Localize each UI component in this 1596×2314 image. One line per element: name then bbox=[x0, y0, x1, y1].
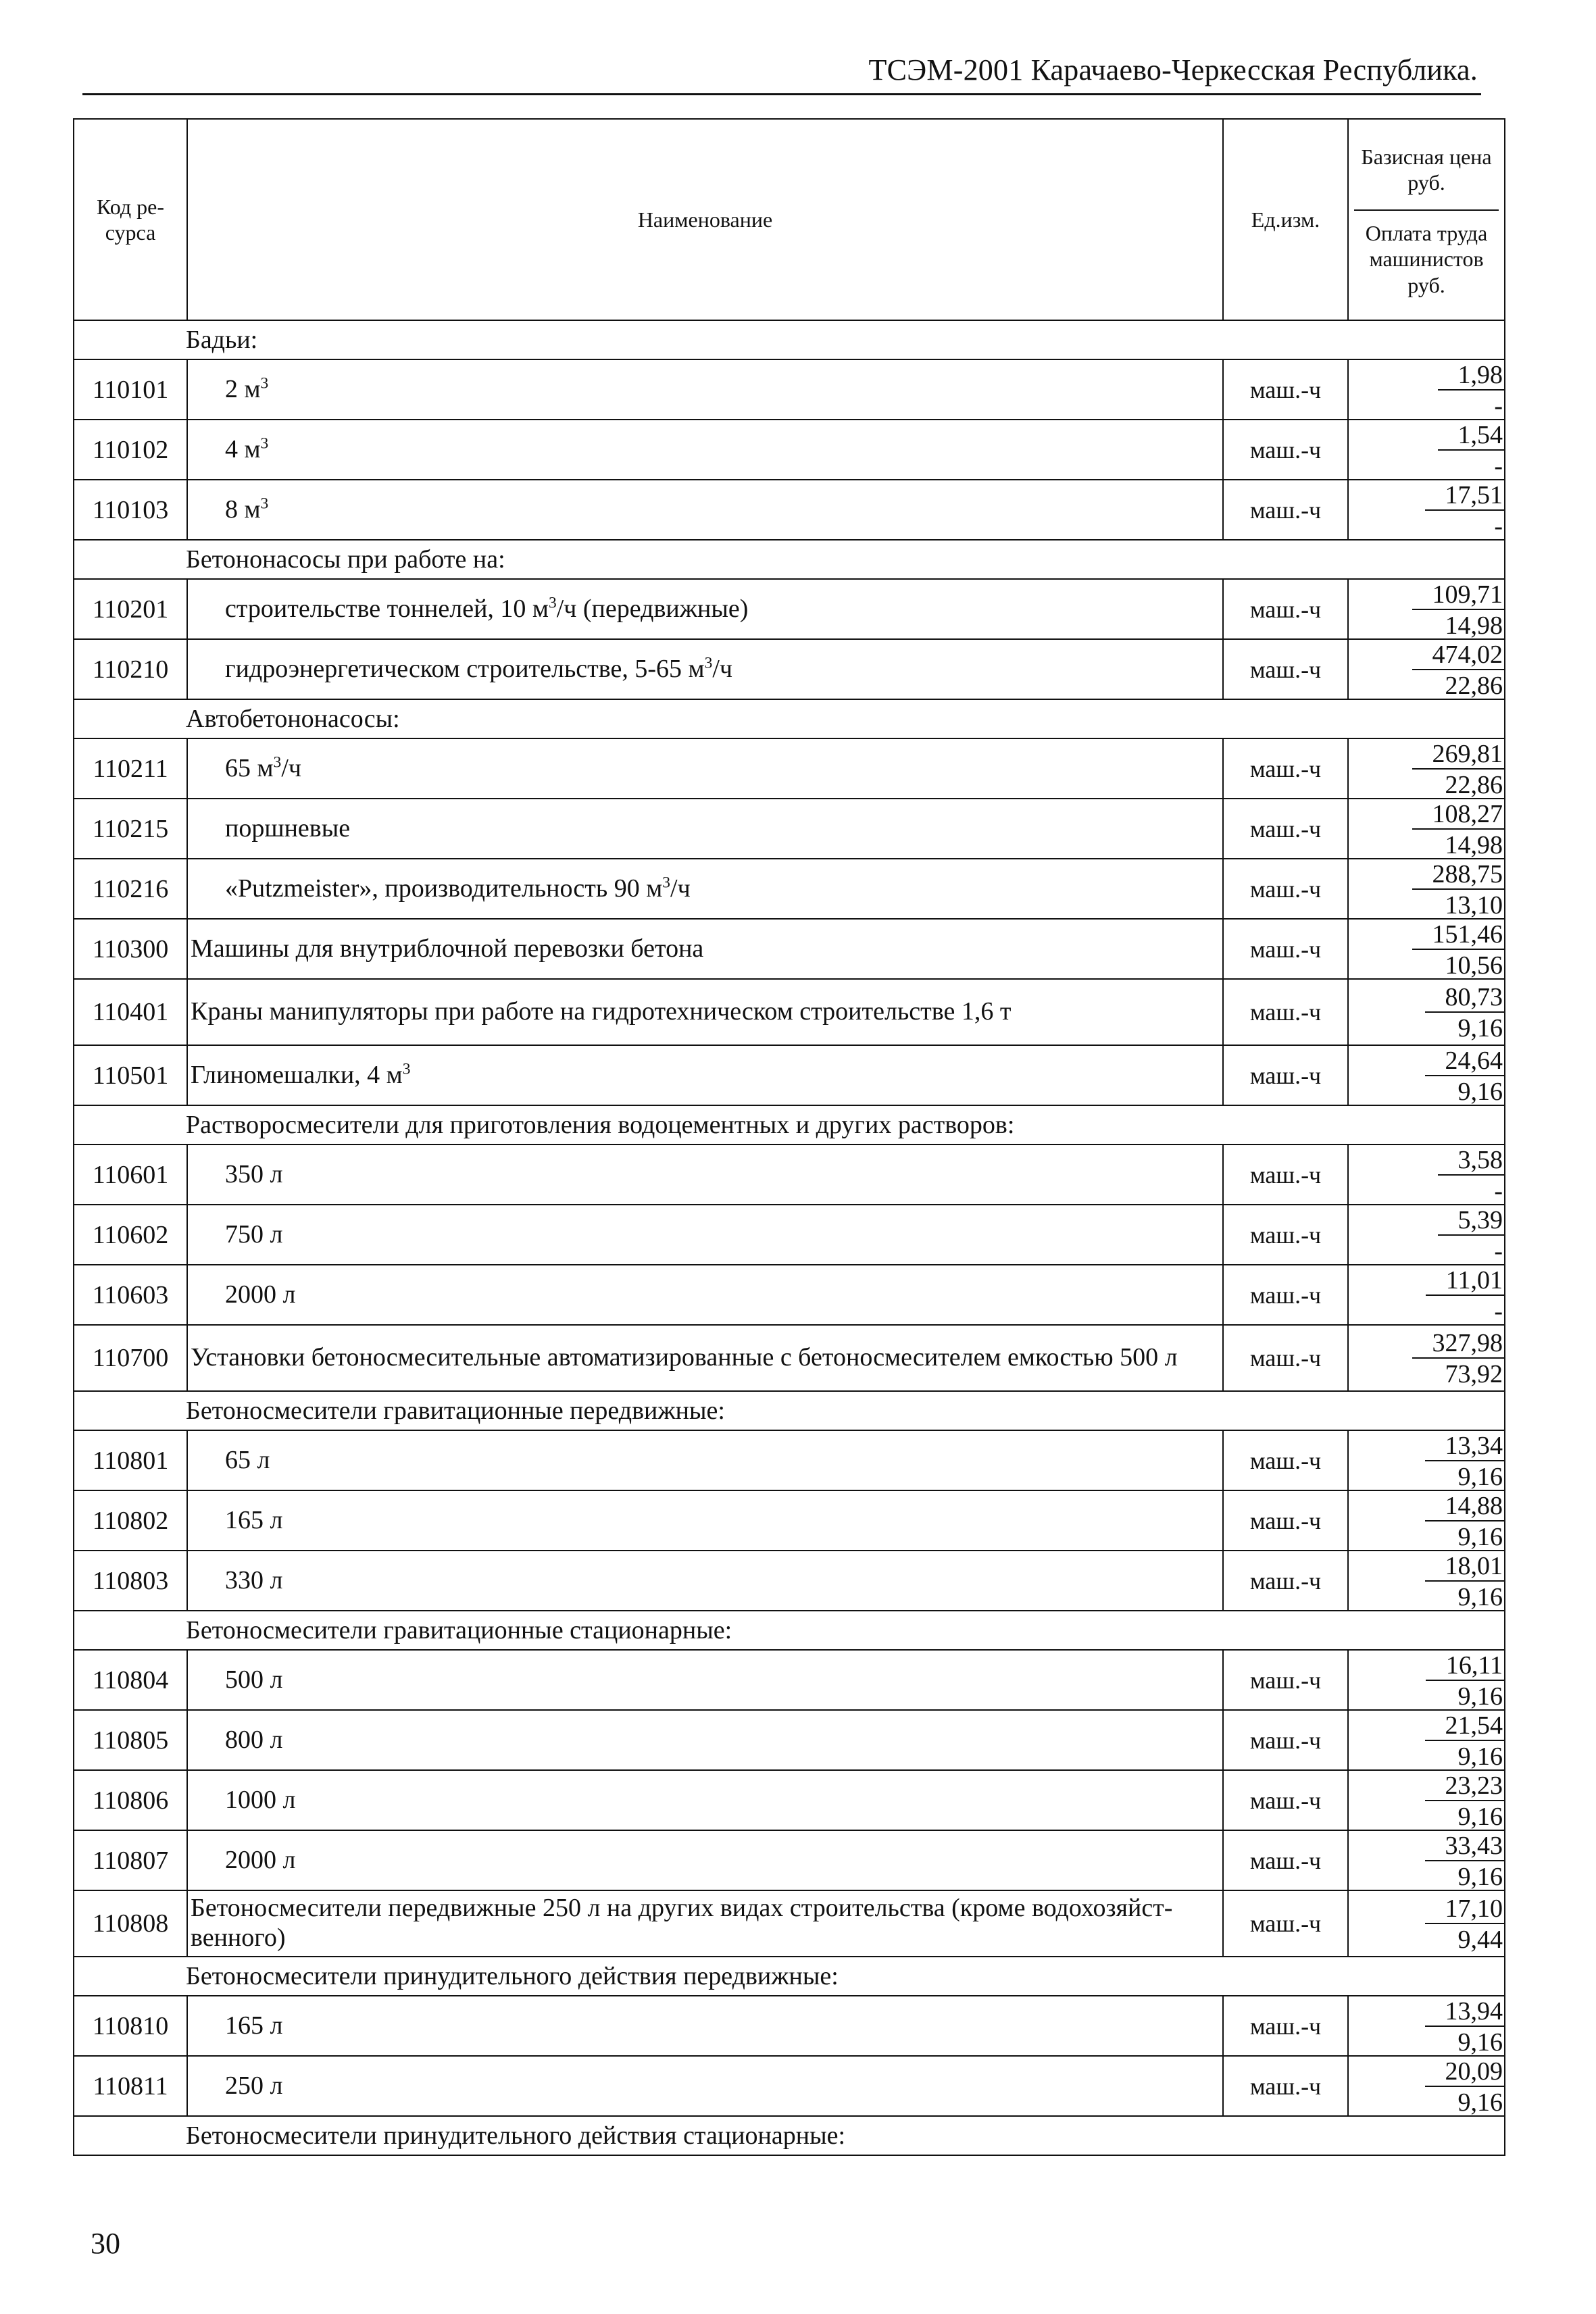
price-fraction bbox=[1438, 1146, 1505, 1204]
table-row bbox=[74, 919, 1505, 979]
resource-name bbox=[187, 480, 1223, 540]
operator-wage: 9,16 bbox=[1457, 1582, 1503, 1611]
resource-name bbox=[187, 1650, 1223, 1710]
price-fraction bbox=[1425, 481, 1505, 539]
resource-code: 110806 bbox=[74, 1770, 187, 1830]
price-cell bbox=[1348, 1996, 1505, 2056]
operator-wage: 9,16 bbox=[1457, 1462, 1503, 1491]
resource-code: 110102 bbox=[74, 420, 187, 480]
resource-code: 110700 bbox=[74, 1325, 187, 1391]
unit-of-measure: маш.-ч bbox=[1223, 1710, 1348, 1770]
table-row bbox=[74, 859, 1505, 919]
resource-name bbox=[187, 1265, 1223, 1325]
resource-name bbox=[187, 1890, 1223, 1957]
base-price: 108,27 bbox=[1412, 800, 1505, 830]
base-price: 5,39 bbox=[1438, 1206, 1505, 1236]
resource-name-text: Бетоносмесители передвижные 250 л на других видах строительства (кроме водохозяйст-венного) bbox=[191, 1894, 1173, 1952]
header-unit: Ед.изм. bbox=[1223, 119, 1348, 320]
price-cell bbox=[1348, 639, 1505, 699]
table-row bbox=[74, 579, 1505, 639]
operator-wage: 9,16 bbox=[1457, 1802, 1503, 1831]
resource-code: 110603 bbox=[74, 1265, 187, 1325]
operator-wage: 9,16 bbox=[1457, 1682, 1503, 1711]
unit-of-measure: маш.-ч bbox=[1223, 480, 1348, 540]
section-row bbox=[74, 1391, 1505, 1430]
unit-exponent: 3 bbox=[260, 495, 269, 512]
table-row bbox=[74, 1430, 1505, 1490]
resource-name bbox=[187, 1145, 1223, 1205]
unit-of-measure: маш.-ч bbox=[1223, 2056, 1348, 2116]
resource-name-text: гидроэнергетическом строительстве, 5-65 м bbox=[225, 654, 705, 683]
resource-name bbox=[187, 1551, 1223, 1611]
resource-code: 110211 bbox=[74, 738, 187, 799]
resource-name bbox=[187, 1430, 1223, 1490]
unit-of-measure: маш.-ч bbox=[1223, 1770, 1348, 1830]
resource-name-text: Установки бетоносмесительные автоматизированные с бетоносмесителем емкостью 500 л bbox=[191, 1343, 1178, 1372]
operator-wage: 9,16 bbox=[1457, 1014, 1503, 1042]
price-fraction bbox=[1425, 1711, 1505, 1769]
operator-wage: 9,16 bbox=[1457, 1742, 1503, 1771]
resource-name-text: 750 л bbox=[225, 1219, 283, 1249]
unit-of-measure: маш.-ч bbox=[1223, 1265, 1348, 1325]
price-cell bbox=[1348, 859, 1505, 919]
price-fraction bbox=[1426, 1651, 1504, 1709]
table-row bbox=[74, 359, 1505, 420]
base-price: 269,81 bbox=[1412, 740, 1505, 770]
price-cell bbox=[1348, 1770, 1505, 1830]
base-price: 327,98 bbox=[1412, 1329, 1505, 1359]
unit-of-measure: маш.-ч bbox=[1223, 1650, 1348, 1710]
resource-name bbox=[187, 639, 1223, 699]
resource-name-text: 65 м bbox=[225, 753, 274, 782]
base-price: 11,01 bbox=[1426, 1266, 1504, 1296]
unit-of-measure: маш.-ч bbox=[1223, 1830, 1348, 1890]
table-row bbox=[74, 1205, 1505, 1265]
price-fraction bbox=[1412, 800, 1505, 858]
price-fraction bbox=[1425, 1997, 1505, 2055]
operator-wage: - bbox=[1494, 451, 1503, 480]
price-fraction bbox=[1412, 580, 1505, 638]
unit-of-measure: маш.-ч bbox=[1223, 579, 1348, 639]
unit-of-measure: маш.-ч bbox=[1223, 799, 1348, 859]
base-price: 80,73 bbox=[1425, 983, 1505, 1013]
price-cell bbox=[1348, 480, 1505, 540]
unit-of-measure: маш.-ч bbox=[1223, 1045, 1348, 1105]
resource-name-suffix: /ч bbox=[670, 874, 691, 903]
unit-exponent: 3 bbox=[704, 654, 713, 672]
price-cell bbox=[1348, 359, 1505, 420]
operator-wage: - bbox=[1494, 391, 1503, 420]
resource-name-text: 165 л bbox=[225, 2011, 283, 2040]
page-number: 30 bbox=[91, 2227, 120, 2260]
resource-code: 110805 bbox=[74, 1710, 187, 1770]
table-row bbox=[74, 738, 1505, 799]
resource-name bbox=[187, 1325, 1223, 1391]
unit-of-measure: маш.-ч bbox=[1223, 979, 1348, 1045]
operator-wage: - bbox=[1494, 511, 1503, 540]
operator-wage: 14,98 bbox=[1445, 830, 1503, 859]
resource-name bbox=[187, 2056, 1223, 2116]
table-header-row bbox=[74, 119, 1505, 320]
base-price: 33,43 bbox=[1425, 1832, 1505, 1861]
price-cell bbox=[1348, 1551, 1505, 1611]
base-price: 18,01 bbox=[1425, 1552, 1505, 1582]
header-price-base: Базисная цена руб. bbox=[1361, 145, 1492, 195]
price-cell bbox=[1348, 579, 1505, 639]
section-title: Бадьи: bbox=[74, 320, 1505, 359]
operator-wage: 9,44 bbox=[1457, 1926, 1503, 1954]
price-fraction bbox=[1412, 640, 1505, 699]
resource-name-text: «Putzmeister», производительность 90 м bbox=[225, 874, 663, 903]
price-fraction bbox=[1412, 740, 1505, 798]
resource-name bbox=[187, 919, 1223, 979]
table-row bbox=[74, 1145, 1505, 1205]
base-price: 17,51 bbox=[1425, 481, 1505, 511]
header-price-wage: Оплата труда машинистов руб. bbox=[1354, 209, 1499, 305]
base-price: 3,58 bbox=[1438, 1146, 1505, 1176]
resource-name bbox=[187, 1770, 1223, 1830]
resource-name-text: 165 л bbox=[225, 1505, 283, 1534]
price-cell bbox=[1348, 1490, 1505, 1551]
price-fraction bbox=[1425, 1047, 1505, 1105]
resource-name-text: поршневые bbox=[225, 813, 351, 842]
base-price: 17,10 bbox=[1425, 1894, 1505, 1924]
unit-of-measure: маш.-ч bbox=[1223, 359, 1348, 420]
header-name: Наименование bbox=[187, 119, 1223, 320]
price-fraction bbox=[1425, 2057, 1505, 2115]
price-cell bbox=[1348, 2056, 1505, 2116]
base-price: 21,54 bbox=[1425, 1711, 1505, 1741]
resource-code: 110216 bbox=[74, 859, 187, 919]
unit-of-measure: маш.-ч bbox=[1223, 1325, 1348, 1391]
resource-name bbox=[187, 979, 1223, 1045]
unit-exponent: 3 bbox=[548, 594, 557, 611]
base-price: 151,46 bbox=[1412, 920, 1505, 950]
base-price: 474,02 bbox=[1412, 640, 1505, 670]
operator-wage: 9,16 bbox=[1457, 1862, 1503, 1891]
resource-name-text: 1000 л bbox=[225, 1785, 296, 1814]
table-row bbox=[74, 1770, 1505, 1830]
section-title: Бетоносмесители принудительного действия передвижные: bbox=[74, 1957, 1505, 1996]
resource-name-text: 330 л bbox=[225, 1565, 283, 1594]
price-cell bbox=[1348, 1710, 1505, 1770]
operator-wage: 13,10 bbox=[1445, 890, 1503, 920]
table-row bbox=[74, 1650, 1505, 1710]
unit-of-measure: маш.-ч bbox=[1223, 1996, 1348, 2056]
section-title: Бетоносмесители принудительного действия стационарные: bbox=[74, 2116, 1505, 2155]
price-fraction bbox=[1412, 1329, 1505, 1387]
price-fraction bbox=[1438, 361, 1505, 419]
resource-name-text: 2 м bbox=[225, 374, 261, 403]
resource-name-text: 8 м bbox=[225, 495, 261, 524]
unit-exponent: 3 bbox=[273, 753, 282, 771]
base-price: 23,23 bbox=[1425, 1771, 1505, 1801]
resource-name bbox=[187, 859, 1223, 919]
table-row bbox=[74, 1890, 1505, 1957]
header-price bbox=[1348, 119, 1505, 320]
resource-name-suffix: /ч bbox=[712, 654, 733, 683]
unit-of-measure: маш.-ч bbox=[1223, 1490, 1348, 1551]
unit-of-measure: маш.-ч bbox=[1223, 1430, 1348, 1490]
resource-name-text: 65 л bbox=[225, 1445, 270, 1474]
base-price: 13,94 bbox=[1425, 1997, 1505, 2027]
unit-exponent: 3 bbox=[402, 1060, 411, 1078]
table-row bbox=[74, 1490, 1505, 1551]
table-row bbox=[74, 420, 1505, 480]
section-row bbox=[74, 2116, 1505, 2155]
base-price: 288,75 bbox=[1412, 860, 1505, 890]
price-cell bbox=[1348, 1205, 1505, 1265]
section-title: Бетононасосы при работе на: bbox=[74, 540, 1505, 579]
base-price: 20,09 bbox=[1425, 2057, 1505, 2087]
table-row bbox=[74, 2056, 1505, 2116]
resource-code: 110808 bbox=[74, 1890, 187, 1957]
resource-code: 110300 bbox=[74, 919, 187, 979]
price-cell bbox=[1348, 799, 1505, 859]
resource-name-suffix: /ч (передвижные) bbox=[556, 594, 749, 623]
resource-name-text: строительстве тоннелей, 10 м bbox=[225, 594, 549, 623]
price-fraction bbox=[1425, 1552, 1505, 1610]
operator-wage: 10,56 bbox=[1445, 951, 1503, 980]
resource-name-text: 350 л bbox=[225, 1159, 283, 1188]
document-title: ТСЭМ-2001 Карачаево-Черкесская Республика. bbox=[868, 53, 1478, 86]
operator-wage: 22,86 bbox=[1445, 770, 1503, 799]
resource-code: 110103 bbox=[74, 480, 187, 540]
resource-name bbox=[187, 738, 1223, 799]
price-fraction bbox=[1438, 1206, 1505, 1264]
unit-of-measure: маш.-ч bbox=[1223, 1890, 1348, 1957]
price-fraction bbox=[1425, 1432, 1505, 1490]
section-title: Автобетононасосы: bbox=[74, 699, 1505, 738]
table-row bbox=[74, 1996, 1505, 2056]
price-fraction bbox=[1412, 860, 1505, 918]
table-row bbox=[74, 1830, 1505, 1890]
price-table bbox=[73, 118, 1505, 2156]
resource-code: 110601 bbox=[74, 1145, 187, 1205]
price-fraction bbox=[1425, 983, 1505, 1041]
table-row bbox=[74, 979, 1505, 1045]
resource-name-text: 250 л bbox=[225, 2071, 283, 2100]
price-cell bbox=[1348, 420, 1505, 480]
resource-code: 110501 bbox=[74, 1045, 187, 1105]
resource-name bbox=[187, 1045, 1223, 1105]
resource-code: 110803 bbox=[74, 1551, 187, 1611]
operator-wage: 73,92 bbox=[1445, 1360, 1503, 1388]
unit-exponent: 3 bbox=[662, 874, 671, 891]
price-cell bbox=[1348, 1890, 1505, 1957]
operator-wage: 14,98 bbox=[1445, 611, 1503, 640]
resource-name-suffix: /ч bbox=[281, 753, 301, 782]
unit-of-measure: маш.-ч bbox=[1223, 420, 1348, 480]
unit-of-measure: маш.-ч bbox=[1223, 639, 1348, 699]
table-row bbox=[74, 1045, 1505, 1105]
section-title: Бетоносмесители гравитационные передвижные: bbox=[74, 1391, 1505, 1430]
unit-of-measure: маш.-ч bbox=[1223, 1145, 1348, 1205]
resource-code: 110807 bbox=[74, 1830, 187, 1890]
section-row bbox=[74, 1105, 1505, 1145]
resource-code: 110401 bbox=[74, 979, 187, 1045]
table-row bbox=[74, 799, 1505, 859]
resource-name-text: Машины для внутриблочной перевозки бетона bbox=[191, 934, 704, 963]
resource-name bbox=[187, 799, 1223, 859]
price-cell bbox=[1348, 1325, 1505, 1391]
operator-wage: - bbox=[1494, 1176, 1503, 1205]
base-price: 109,71 bbox=[1412, 580, 1505, 610]
resource-name bbox=[187, 1205, 1223, 1265]
price-cell bbox=[1348, 1265, 1505, 1325]
price-fraction bbox=[1438, 421, 1505, 479]
unit-exponent: 3 bbox=[260, 434, 269, 452]
price-cell bbox=[1348, 979, 1505, 1045]
header-rule bbox=[82, 93, 1481, 95]
resource-name-text: 500 л bbox=[225, 1665, 283, 1694]
unit-of-measure: маш.-ч bbox=[1223, 1205, 1348, 1265]
resource-name-text: Глиномешалки, 4 м bbox=[191, 1060, 403, 1089]
price-cell bbox=[1348, 738, 1505, 799]
resource-code: 110804 bbox=[74, 1650, 187, 1710]
price-cell bbox=[1348, 1045, 1505, 1105]
resource-code: 110210 bbox=[74, 639, 187, 699]
unit-exponent: 3 bbox=[260, 374, 269, 392]
table-row bbox=[74, 1551, 1505, 1611]
price-cell bbox=[1348, 1650, 1505, 1710]
section-row bbox=[74, 540, 1505, 579]
resource-name bbox=[187, 1996, 1223, 2056]
price-table-frame bbox=[73, 118, 1504, 2156]
table-row bbox=[74, 480, 1505, 540]
section-title: Бетоносмесители гравитационные стационарные: bbox=[74, 1611, 1505, 1650]
header-code: Код ре-сурса bbox=[74, 119, 187, 320]
section-row bbox=[74, 699, 1505, 738]
base-price: 16,11 bbox=[1426, 1651, 1504, 1681]
price-cell bbox=[1348, 1145, 1505, 1205]
resource-name-text: Краны манипуляторы при работе на гидротехническом строительстве 1,6 т bbox=[191, 997, 1012, 1026]
unit-of-measure: маш.-ч bbox=[1223, 859, 1348, 919]
resource-code: 110802 bbox=[74, 1490, 187, 1551]
resource-name bbox=[187, 359, 1223, 420]
base-price: 1,54 bbox=[1438, 421, 1505, 451]
resource-code: 110215 bbox=[74, 799, 187, 859]
resource-name-text: 4 м bbox=[225, 434, 261, 463]
section-row bbox=[74, 1611, 1505, 1650]
unit-of-measure: маш.-ч bbox=[1223, 738, 1348, 799]
operator-wage: 9,16 bbox=[1457, 2028, 1503, 2057]
price-cell bbox=[1348, 1430, 1505, 1490]
resource-code: 110801 bbox=[74, 1430, 187, 1490]
resource-code: 110201 bbox=[74, 579, 187, 639]
resource-name-text: 2000 л bbox=[225, 1845, 296, 1874]
resource-name-text: 2000 л bbox=[225, 1280, 296, 1309]
operator-wage: 9,16 bbox=[1457, 1077, 1503, 1106]
resource-code: 110602 bbox=[74, 1205, 187, 1265]
operator-wage: - bbox=[1494, 1297, 1503, 1326]
resource-code: 110810 bbox=[74, 1996, 187, 2056]
operator-wage: - bbox=[1494, 1236, 1503, 1265]
section-row bbox=[74, 1957, 1505, 1996]
price-cell bbox=[1348, 1830, 1505, 1890]
price-fraction bbox=[1425, 1832, 1505, 1890]
resource-name bbox=[187, 420, 1223, 480]
resource-name-text: 800 л bbox=[225, 1725, 283, 1754]
resource-name bbox=[187, 1710, 1223, 1770]
table-row bbox=[74, 639, 1505, 699]
resource-name bbox=[187, 1490, 1223, 1551]
table-row bbox=[74, 1265, 1505, 1325]
resource-code: 110101 bbox=[74, 359, 187, 420]
price-cell bbox=[1348, 919, 1505, 979]
unit-of-measure: маш.-ч bbox=[1223, 1551, 1348, 1611]
price-fraction bbox=[1426, 1266, 1504, 1324]
resource-code: 110811 bbox=[74, 2056, 187, 2116]
unit-of-measure: маш.-ч bbox=[1223, 919, 1348, 979]
price-fraction bbox=[1412, 920, 1505, 978]
price-table-body bbox=[74, 119, 1505, 2155]
operator-wage: 9,16 bbox=[1457, 2088, 1503, 2117]
price-fraction bbox=[1425, 1492, 1505, 1550]
base-price: 1,98 bbox=[1438, 361, 1505, 391]
base-price: 14,88 bbox=[1425, 1492, 1505, 1521]
operator-wage: 22,86 bbox=[1445, 671, 1503, 700]
resource-name bbox=[187, 1830, 1223, 1890]
section-row bbox=[74, 320, 1505, 359]
section-title: Растворосмесители для приготовления водоцементных и других растворов: bbox=[74, 1105, 1505, 1145]
operator-wage: 9,16 bbox=[1457, 1522, 1503, 1551]
price-fraction bbox=[1425, 1771, 1505, 1830]
table-row bbox=[74, 1710, 1505, 1770]
base-price: 24,64 bbox=[1425, 1047, 1505, 1076]
table-row bbox=[74, 1325, 1505, 1391]
price-fraction bbox=[1425, 1894, 1505, 1953]
resource-name bbox=[187, 579, 1223, 639]
base-price: 13,34 bbox=[1425, 1432, 1505, 1461]
